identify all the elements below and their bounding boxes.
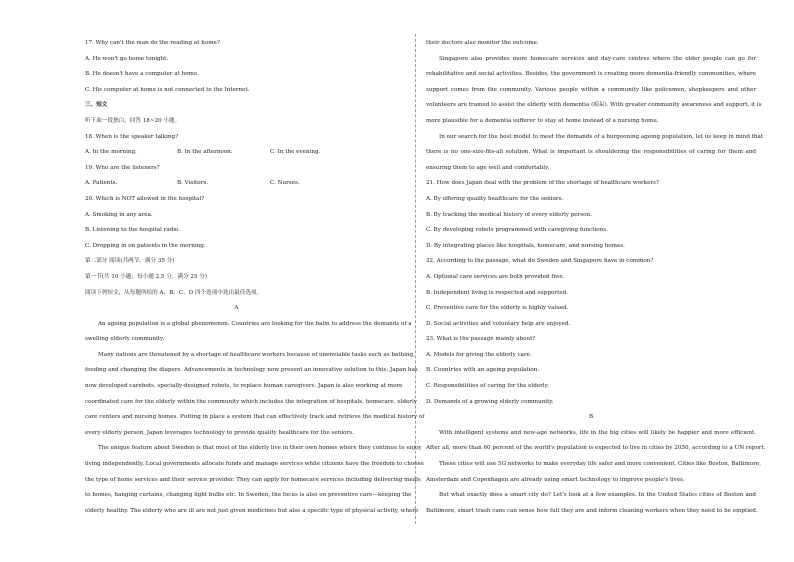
passage-b-label: B — [588, 414, 594, 421]
passage-a-line: An ageing population is a global phenomenon. Countries are looking for the balm to address the demands of a — [98, 320, 412, 327]
passage-a-line: living independently. Local governments allocate funds and manage services while citizens have the freedom to choose — [85, 461, 424, 468]
q22-question: 22. According to the passage, what do Sweden and Singapore have in common? — [426, 258, 654, 265]
part2-section1: 第一节(共 10 小题；每小题 2.5 分，满分 25 分) — [85, 273, 208, 280]
passage-b-line: Baltimore, smart trash cans can sense how full they are and inform cleaning workers when they need to be emptied. — [426, 507, 758, 514]
passage-b-line: After all, more than 60 percent of the world's population is expected to live in cities by 2050, according to a UN report. — [426, 445, 766, 452]
q19-option-a: A. Patients. — [85, 180, 118, 187]
passage-a-line: The unique feature about Sweden is that most of the elderly live in their own homes where they continue to enjoy — [98, 445, 422, 452]
q23-option-d: D. Demands of a growing elderly community. — [426, 398, 554, 405]
q20-option-c: C. Dropping in on patients in the morning. — [85, 242, 206, 249]
section3-title: 三、短文 — [85, 102, 108, 109]
q21-option-c: C. By developing robots programmed with caregiving functions. — [426, 227, 608, 234]
passage-a-cont-line: rehabilitative and social activities. Besides, the government is creating more dementia-friendly communities, where — [426, 71, 756, 78]
passage-b-line: But what exactly does a smart city do? Let's look at a few examples. In the United States cities of Boston and — [439, 492, 756, 499]
q23-option-c: C. Responsibilities of caring for the elderly. — [426, 383, 549, 390]
part2-instruction: 阅读下列短文，从每题所给的 A、B、C、D 四个选项中选出最佳选项。 — [85, 289, 263, 296]
q17-option-b: B. He doesn't have a computer at home. — [85, 71, 199, 78]
passage-a-line: elderly healthy. The elderly who are ill are not just given medicines but also a specific type of physical activity, where — [85, 507, 419, 514]
passage-b-line: These cities will use 5G networks to make everyday life safer and more convenient. Cities like Boston, Baltimore, — [439, 461, 761, 468]
passage-a-label: A — [234, 305, 239, 312]
q17-option-a: A. He won't go home tonight. — [85, 55, 169, 62]
q21-option-d: D. By integrating places like hospitals, homecare, and nursing homes. — [426, 242, 625, 249]
passage-a-line: coordinated care for the elderly within the community which includes the integration of hospitals, homecare, elderly — [85, 398, 417, 405]
q23-question: 23. What is the passage mainly about? — [426, 336, 536, 343]
passage-a-line: feeding and changing the diapers. Advancements in technology now present an innovative solution to this. Japan has — [85, 367, 418, 374]
q21-option-a: A. By offering quality healthcare for the seniors. — [426, 195, 564, 202]
passage-a-line: every elderly person, Japan leverages technology to provide quality healthcare for the seniors. — [85, 429, 354, 436]
q21-option-b: B. By tracking the medical history of every elderly person. — [426, 211, 592, 218]
passage-a-cont-line: In our search for the best model to meet the demands of a burgeoning ageing population, let us keep in mind that — [439, 133, 764, 140]
q20-option-b: B. Listening to the hospital radio. — [85, 227, 181, 234]
passage-a-line: to homes, hanging curtains, changing light bulbs etc. In Sweden, the focus is also on preventive care—keeping the — [85, 492, 412, 499]
q22-option-a: A. Optional care services are both provided free. — [426, 273, 565, 280]
passage-a-cont-line: ensuring them to age well and comfortably. — [426, 164, 550, 171]
q18-options — [85, 145, 388, 161]
q18-option-a: A. In the morning. — [85, 149, 137, 156]
q20-question: 20. Which is NOT allowed in the hospital? — [85, 195, 205, 202]
q17-option-c: C. His computer at home is not connected to the Internet. — [85, 86, 250, 93]
q22-option-c: C. Preventive care for the elderly is highly valued. — [426, 305, 569, 312]
passage-b-line: Amsterdam and Copenhagen are already using smart technology to improve people's lives. — [426, 476, 685, 483]
passage-a-cont-line: volunteers are trained to assist the elderly with dementia (痴呆). With greater community awareness and support, it is — [426, 102, 762, 109]
passage-a-cont-line: Singapore also provides more homecare services and day-care centres where the older people can go for — [439, 55, 756, 62]
q23-option-a: A. Models for giving the elderly care. — [426, 351, 532, 358]
q18-question: 18. When is the speaker talking? — [85, 133, 179, 140]
q19-question: 19. Who are the listeners? — [85, 164, 160, 171]
passage-a-cont-line: their doctors also monitor the outcome. — [426, 40, 539, 46]
q22-option-d: D. Social activities and voluntary help are enjoyed. — [426, 320, 571, 327]
q19-options — [85, 176, 388, 192]
passage-a-line: the type of home services and their service provider. They can apply for homecare services including delivering meals — [85, 476, 421, 483]
q19-option-b: B. Visitors. — [177, 180, 208, 187]
passage-a-line: Many nations are threatened by a shortage of healthcare workers because of unenviable tasks such as bathing, — [98, 351, 415, 358]
q18-option-b: B. In the afternoon. — [177, 149, 233, 156]
q22-option-b: B. Independent living is respected and supported. — [426, 289, 568, 296]
q18-option-c: C. In the evening. — [270, 149, 321, 156]
passage-a-line: swelling elderly community. — [85, 336, 165, 343]
q23-option-b: B. Countries with an ageing population. — [426, 367, 540, 374]
passage-a-cont-line: support comes from the community. Various people within a community like policemen, shopkeepers and other — [426, 86, 756, 93]
q20-option-a: A. Smoking in any area. — [85, 211, 153, 218]
section3-instruction: 听下面一段独白，回答 18~20 小题。 — [85, 117, 181, 124]
q21-question: 21. How does Japan deal with the problem of the shortage of healthcare workers? — [426, 180, 659, 187]
right-column — [426, 36, 766, 519]
q17-question: 17. Why can't the man do the reading at home? — [85, 40, 220, 46]
passage-a-cont-line: more plausible for a dementia sufferer to stay at home instead of a nursing home. — [426, 117, 659, 124]
passage-a-line: care centers and nursing homes. Putting in place a system that can effectively track and retrieve the medical history of — [85, 414, 425, 421]
passage-a-cont-line: there is no one-size-fits-all solution. What is important is shouldering the responsibilities of caring for them and — [426, 149, 756, 156]
q19-option-c: C. Nurses. — [270, 180, 300, 187]
passage-a-line: now developed carebots, specially-designed robots, to replace human caregivers. Japan is also working at more — [85, 383, 403, 390]
passage-b-line: With intelligent systems and new-age networks, life in the big cities will likely be happier and more efficient. — [439, 429, 756, 436]
part2-title: 第二部分 阅读(共两节，满分 35 分) — [85, 258, 175, 265]
left-column — [85, 36, 425, 519]
